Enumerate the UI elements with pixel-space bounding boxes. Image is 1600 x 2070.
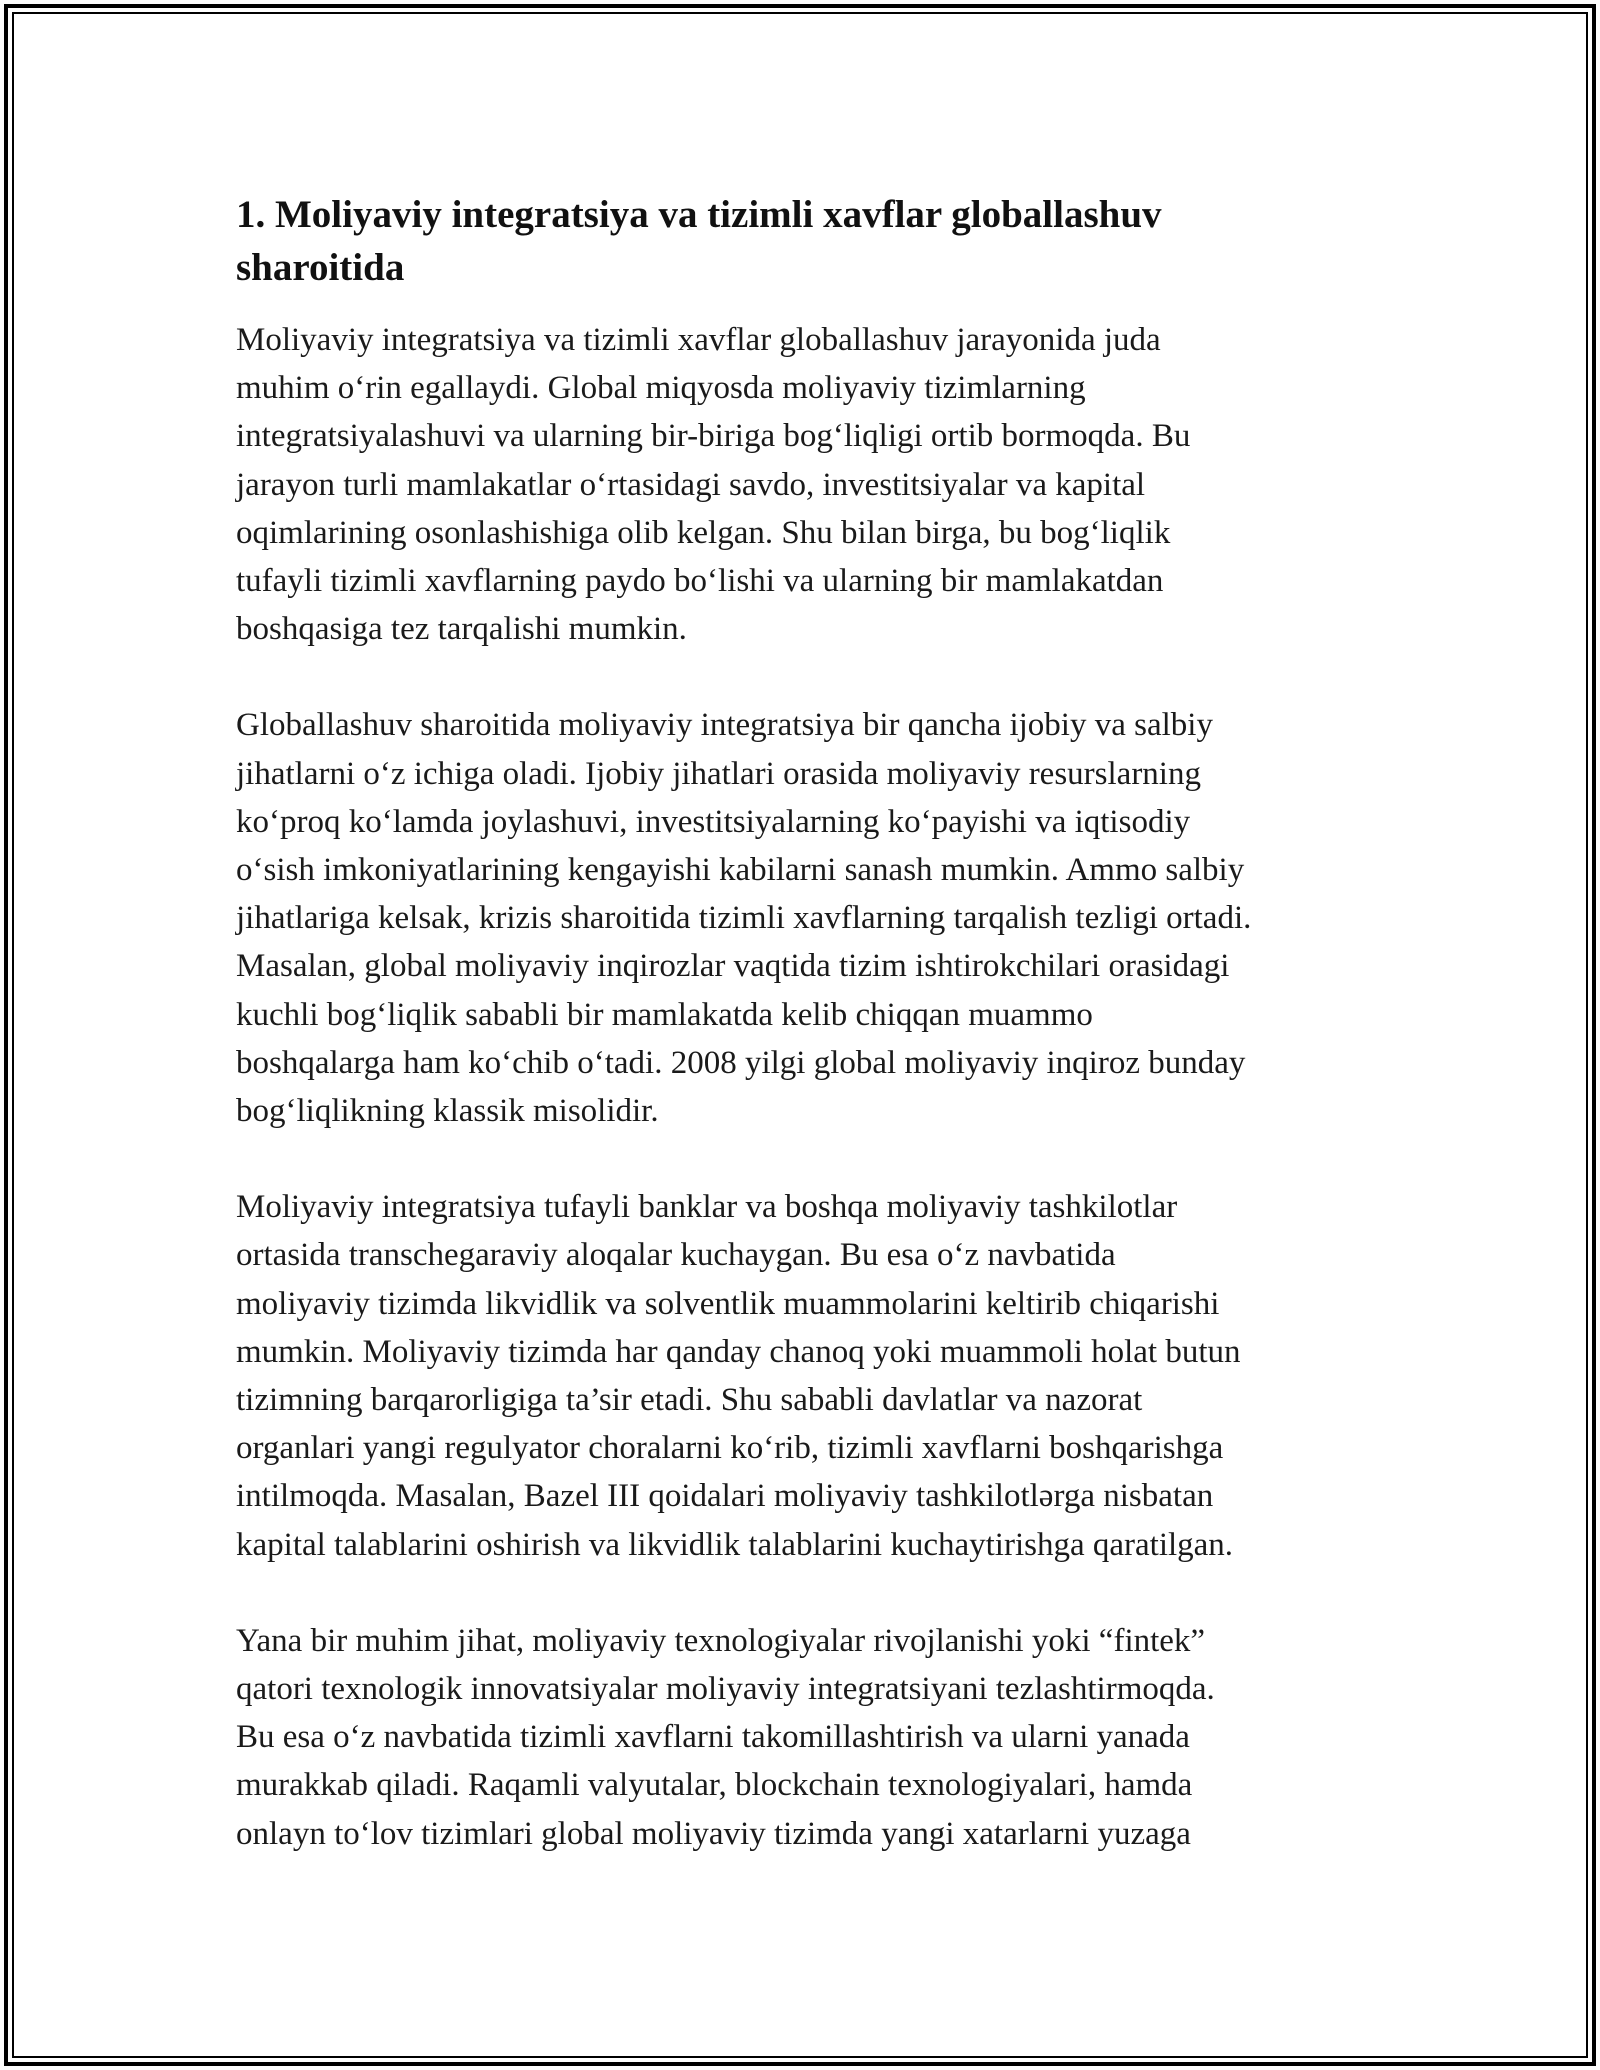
paragraph-1: Moliyaviy integratsiya va tizimli xavflar globallashuv jarayonida juda muhim o‘rin egallaydi. Global miqyosda moliyaviy tizimlarning integratsiyalashuvi va ularning bir-biriga bog‘liqligi ortib bormoqda. Bu jarayon turli mamlakatlar o‘rtasidagi savdo, investitsiyalar va kapital oqimlarining osonlashishiga olib kelgan. Shu bilan birga, bu bog‘liqlik tufayli tizimli xavflarning paydo bo‘lishi va ularning bir mamlakatdan boshqasiga tez tarqalishi mumkin. <box>236 322 1191 648</box>
paragraph-3: Moliyaviy integratsiya tufayli banklar va boshqa moliyaviy tashkilotlar ortasida transchegaraviy aloqalar kuchaygan. Bu esa o‘z navbatida moliyaviy tizimda likvidlik va solventlik muammolarini keltirib chiqarishi mumkin. Moliyaviy tizimda har qanday chanoq yoki muammoli holat butun tizimning barqarorligiga ta’sir etadi. Shu sababli davlatlar va nazorat organlari yangi regulyator choralarni ko‘rib, tizimli xavflarni boshqarishga intilmoqda. Masalan, Bazel III qoidalari moliyaviy tashkilotlərga nisbatan kapital talablarini oshirish va likvidlik talablarini kuchaytirishga qaratilgan. <box>236 1189 1241 1563</box>
section-heading: 1. Moliyaviy integratsiya va tizimli xavflar globallashuv sharoitida <box>236 193 1162 289</box>
document-body <box>236 188 1372 1906</box>
paragraph-4: Yana bir muhim jihat, moliyaviy texnologiyalar rivojlanishi yoki “fintek” qatori texnologik innovatsiyalar moliyaviy integratsiyani tezlashtirmoqda. Bu esa o‘z navbatida tizimli xavflarni takomillashtirish va ularni yanada murakkab qiladi. Raqamli valyutalar, blockchain texnologiyalari, hamda onlayn to‘lov tizimlari global moliyaviy tizimda yangi xatarlarni yuzaga <box>236 1622 1215 1852</box>
paragraph-2: Globallashuv sharoitida moliyaviy integratsiya bir qancha ijobiy va salbiy jihatlarni o‘z ichiga oladi. Ijobiy jihatlari orasida moliyaviy resurslarning ko‘proq ko‘lamda joylashuvi, investitsiyalarning ko‘payishi va iqtisodiy o‘sish imkoniyatlarining kengayishi kabilarni sanash mumkin. Ammo salbiy jihatlariga kelsak, krizis sharoitida tizimli xavflarning tarqalish tezligi ortadi. Masalan, global moliyaviy inqirozlar vaqtida tizim ishtirokchilari orasidagi kuchli bog‘liqlik sababli bir mamlakatda kelib chiqqan muammo boshqalarga ham ko‘chib o‘tadi. 2008 yilgi global moliyaviy inqiroz bunday bog‘liqlikning klassik misolidir. <box>236 707 1252 1130</box>
